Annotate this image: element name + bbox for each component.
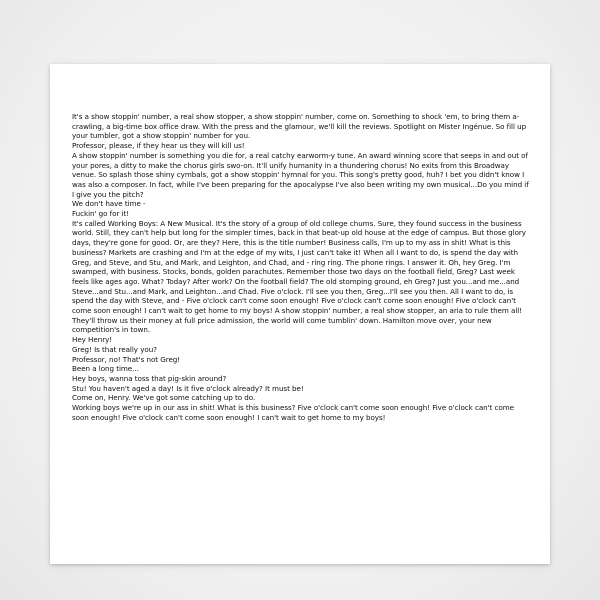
lyric-line: It's a show stoppin' number, a real show stopper, a show stoppin' number, come on. Something to shock 'em, to bring them a-crawling, a big-time box office draw. With the press and the glamour, we'll kill the reviews. Spotlight on Mister Ingénue. So fill up your tumbler, got a show stoppin' number for you. xyxy=(72,112,527,141)
lyric-line: Been a long time... xyxy=(72,364,139,374)
lyric-line: Come on, Henry. We've got some catching up to do. xyxy=(72,393,256,403)
lyric-line: A show stoppin' number is something you die for, a real catchy earworm-y tune. An award winning score that seeps in and out of your pores, a ditty to make the chorus girls swo-on. It'll unify humanity in a thundering chorus! No exits from this Broadway venue. So splash those shiny cymbals, got a show stoppin' hymnal for you. This song's pretty good, huh? I bet you didn't know I was also a composer. In fact, while I've been preparing for the apocalypse I've also been writing my own musical...Do you mind if I give you the pitch? xyxy=(72,150,529,199)
lyric-line: Working boys we're up in our ass in shit! What is this business? Five o'clock can't come soon enough! Five o'clock can't come soon enough! Five o'clock can't come soon enough! I can't wait to get home to my boys! xyxy=(72,403,514,422)
lyric-line: Stu! You haven't aged a day! Is it five o'clock already? It must be! xyxy=(72,383,304,393)
lyric-line: Fuckin' go for it! xyxy=(72,209,130,219)
lyrics-text-block xyxy=(72,112,532,423)
lyric-line: It's called Working Boys: A New Musical. It's the story of a group of old college chums. Sure, they found success in the business world. Still, they can't help but long for the simpler times, back in that beat-up old house at the edge of campus. But those glory days, they're gone for good. Or, are they? Here, this is the title number! Business calls, I'm up to my ass in shit! What is this business? Markets are crashing and I'm at the edge of my wits, I just can't take it! When all I want to do, is spend the day with Greg, and Steve, and Stu, and Mark, and Leighton, and Chad, and - ring ring. The phone rings. I answer it. Oh, hey Greg. I'm swamped, with business. Stocks, bonds, golden parachutes. Remember those two days on the football field, Greg? Last week feels like ages ago. What? Today? After work? On the football field? The old stomping ground, eh Greg? Just you...and me...and Steve...and Stu...and Mark, and Leighton...and Chad. Five o'clock. I'll see you then, Greg...I'll see you then. All I want to do, is spend the day with Steve, and - Five o'clock can't come soon enough! Five o'clock can't come soon enough! Five o'clock can't come soon enough! I can't wait to get home to my boys! A show stoppin' number, a real show stopper, an aria to rule them all! They'll throw us their money at full price admission, the world will come tumblin' down. Hamilton move over, your new competition's in town. xyxy=(72,218,526,335)
lyric-line: Greg! Is that really you? xyxy=(72,344,157,354)
poster xyxy=(50,64,550,564)
lyric-line: Hey boys, wanna toss that pig-skin around? xyxy=(72,373,227,383)
lyric-line: We don't have time - xyxy=(72,199,146,209)
lyric-line: Professor, please, if they hear us they will kill us! xyxy=(72,141,245,151)
lyric-line: Professor, no! That's not Greg! xyxy=(72,354,181,364)
lyric-line: Hey Henry! xyxy=(72,335,113,345)
